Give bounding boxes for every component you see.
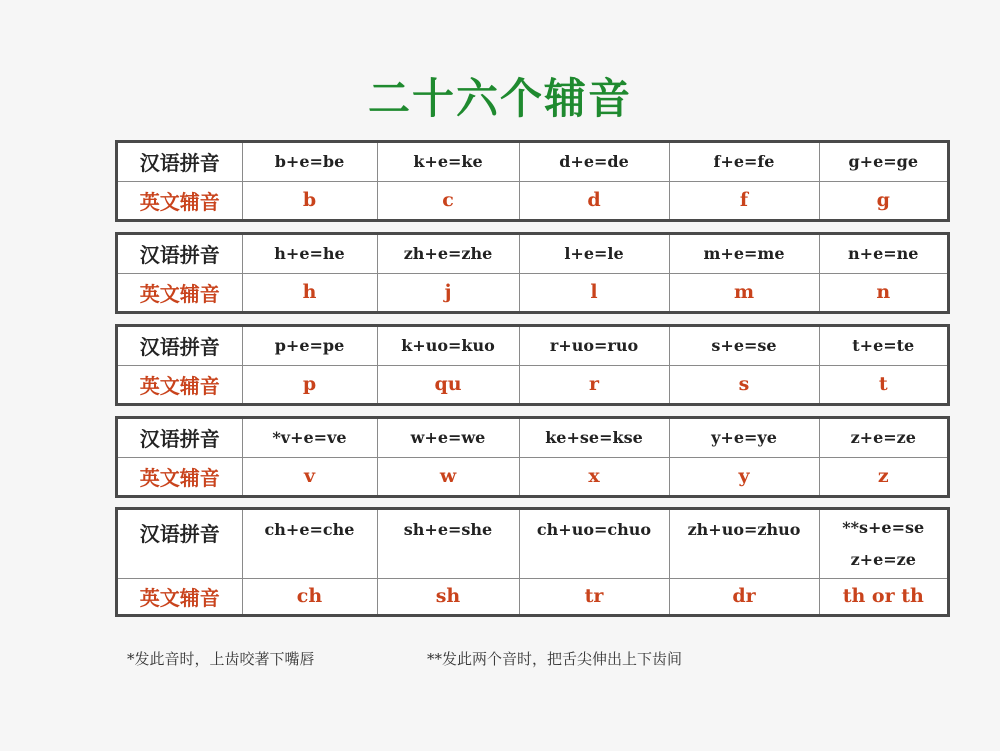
- consonant-table-block-1: [115, 140, 950, 222]
- english-row: [118, 365, 947, 403]
- pinyin-cell: b+e=be: [242, 143, 377, 181]
- english-cell: y: [669, 457, 819, 495]
- pinyin-row-label: 汉语拼音: [118, 143, 242, 181]
- english-cell: p: [242, 365, 377, 403]
- english-cell: sh: [377, 578, 519, 614]
- pinyin-row: [118, 327, 947, 365]
- pinyin-cell: h+e=he: [242, 235, 377, 273]
- english-row: [118, 457, 947, 495]
- english-row-label: 英文辅音: [118, 181, 242, 219]
- pinyin-row-label: 汉语拼音: [118, 327, 242, 365]
- english-cell: g: [819, 181, 947, 219]
- english-row: [118, 181, 947, 219]
- pinyin-row: [118, 143, 947, 181]
- english-cell: h: [242, 273, 377, 311]
- english-cell: f: [669, 181, 819, 219]
- english-cell: ch: [242, 578, 377, 614]
- pinyin-cell: ch+uo=chuo: [519, 510, 669, 578]
- english-cell: b: [242, 181, 377, 219]
- pinyin-row: [118, 235, 947, 273]
- pinyin-cell-line: z+e=ze: [850, 550, 916, 569]
- consonant-table-block-3: [115, 324, 950, 406]
- english-cell: j: [377, 273, 519, 311]
- pinyin-cell: ke+se=kse: [519, 419, 669, 457]
- english-cell: c: [377, 181, 519, 219]
- consonant-table-block-2: [115, 232, 950, 314]
- pinyin-row: [118, 419, 947, 457]
- pinyin-cell: s+e=se: [669, 327, 819, 365]
- pinyin-cell: ch+e=che: [242, 510, 377, 578]
- english-cell: l: [519, 273, 669, 311]
- english-row: [118, 273, 947, 311]
- pinyin-cell: y+e=ye: [669, 419, 819, 457]
- pinyin-cell: k+uo=kuo: [377, 327, 519, 365]
- pinyin-cell: sh+e=she: [377, 510, 519, 578]
- english-cell: t: [819, 365, 947, 403]
- pinyin-cell: k+e=ke: [377, 143, 519, 181]
- english-row: [118, 578, 947, 614]
- pinyin-row-label: 汉语拼音: [118, 510, 242, 578]
- pinyin-cell: zh+e=zhe: [377, 235, 519, 273]
- pinyin-row-label: 汉语拼音: [118, 419, 242, 457]
- english-row-label: 英文辅音: [118, 273, 242, 311]
- english-cell: th or th: [819, 578, 947, 614]
- english-cell: n: [819, 273, 947, 311]
- footnote-2: **发此两个音时，把舌尖伸出上下齿间: [427, 650, 683, 668]
- pinyin-cell-line: **s+e=se: [842, 518, 925, 537]
- english-cell: r: [519, 365, 669, 403]
- pinyin-cell: d+e=de: [519, 143, 669, 181]
- consonant-table-block-4: [115, 416, 950, 498]
- pinyin-cell: n+e=ne: [819, 235, 947, 273]
- pinyin-cell: g+e=ge: [819, 143, 947, 181]
- pinyin-cell: l+e=le: [519, 235, 669, 273]
- english-cell: w: [377, 457, 519, 495]
- english-row-label: 英文辅音: [118, 578, 242, 614]
- pinyin-cell: f+e=fe: [669, 143, 819, 181]
- pinyin-row-label: 汉语拼音: [118, 235, 242, 273]
- english-cell: x: [519, 457, 669, 495]
- pinyin-cell: m+e=me: [669, 235, 819, 273]
- pinyin-cell: zh+uo=zhuo: [669, 510, 819, 578]
- pinyin-cell-double: [819, 510, 947, 578]
- english-row-label: 英文辅音: [118, 457, 242, 495]
- english-cell: dr: [669, 578, 819, 614]
- pinyin-cell: *v+e=ve: [242, 419, 377, 457]
- pinyin-cell: r+uo=ruo: [519, 327, 669, 365]
- pinyin-row: [118, 510, 947, 578]
- english-cell: m: [669, 273, 819, 311]
- page-title: 二十六个辅音: [367, 74, 632, 123]
- pinyin-cell: w+e=we: [377, 419, 519, 457]
- english-cell: s: [669, 365, 819, 403]
- footnote-1: *发此音时，上齿咬著下嘴唇: [127, 650, 315, 668]
- english-cell: v: [242, 457, 377, 495]
- english-cell: tr: [519, 578, 669, 614]
- english-cell: qu: [377, 365, 519, 403]
- pinyin-cell: p+e=pe: [242, 327, 377, 365]
- consonant-table-block-5: [115, 507, 950, 617]
- english-row-label: 英文辅音: [118, 365, 242, 403]
- english-cell: z: [819, 457, 947, 495]
- pinyin-cell: z+e=ze: [819, 419, 947, 457]
- pinyin-cell: t+e=te: [819, 327, 947, 365]
- english-cell: d: [519, 181, 669, 219]
